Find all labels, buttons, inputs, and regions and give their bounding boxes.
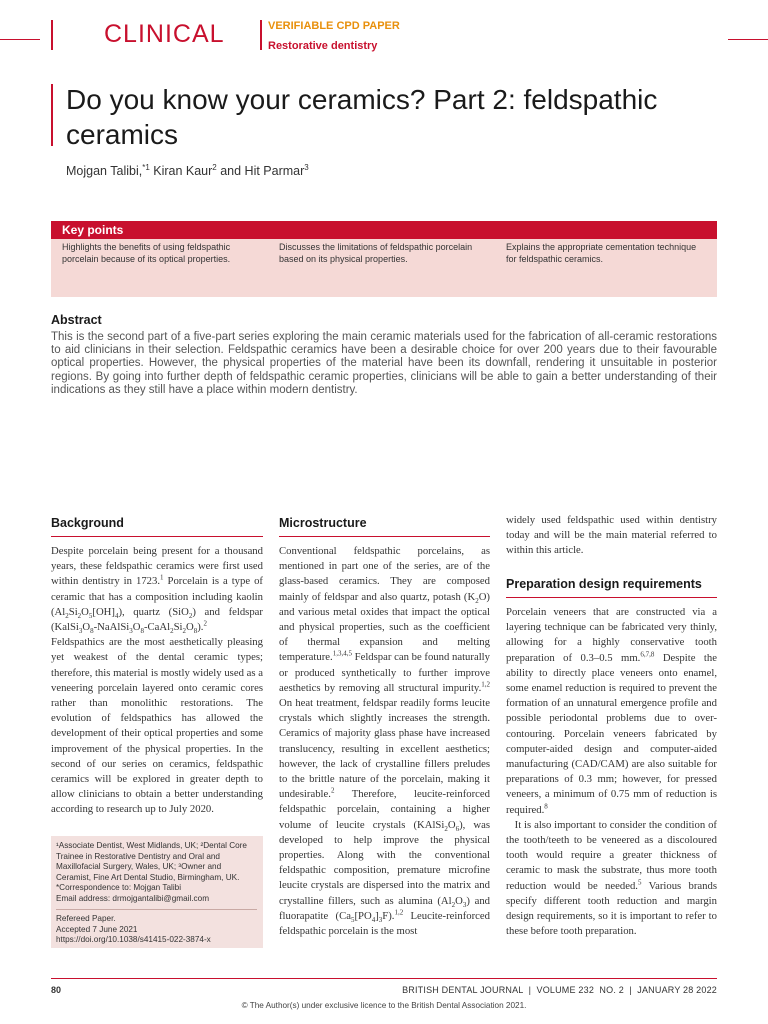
background-heading: Background (51, 516, 124, 530)
microstructure-text: Conventional feldspathic porcelains, as mentioned in part one of the series, are of the glass-based ceramics. They are composed mainly of feldspar and also quartz, potash $(K_2O)$ and various metal oxides that impact the optical and physical properties, such as the coefficient of thermal expansion and melting temperature.$^{1,3,4,5}$ Feldspar can be found naturally or produced synthetically to further improve aesthetics by removing all structural impurity.$^{1,2}$ On heat treatment, feldspar readily forms leucite crystals which slightly increases the strength. Ceramics of majority glass phase have increased translucency, resulting in excellent aesthetics; however, the lack of crystalline fillers preludes to the brittle nature of the porcelain, making it undesirable.$^2$ Therefore, leucite-reinforced feldspathic porcelain, containing a higher volume of leucite crystals $(KAlSi_2O_6)$, was developed to help improve the physical properties. Along with the conventional feldspathic composition, premature microfine leucite crystals are dispersed into the matrix and crystalline fillers, such as alumina $(Al_2O_3)$ and fluorapatite $(Ca_5[PO_4]_3F).^{1,2}$ Leucite-reinforced feldspathic porcelain is the most (279, 545, 491, 938)
page-number: 80 (51, 985, 62, 995)
affiliations-text: ¹Associate Dentist, West Midlands, UK; ²Dental Core Trainee in Restorative Dentistry and Oral and Maxillofacial Surgery, Wales, UK; ³Owner and Ceramist, Fine Art Dental Studio, Birmingham, UK. (56, 841, 247, 882)
abstract-heading: Abstract (51, 313, 102, 327)
key-point-3: Explains the appropriate cementation technique for feldspathic ceramics. (495, 239, 717, 297)
cpd-label: VERIFIABLE CPD PAPER (268, 20, 400, 32)
preparation-heading: Preparation design requirements (506, 577, 702, 591)
key-point-1: Highlights the benefits of using feldspathic porcelain because of its optical properties. (51, 239, 268, 297)
correspondence: *Correspondence to: Mojgan Talibi (56, 883, 182, 892)
author-list (66, 163, 309, 178)
affiliations-divider (56, 909, 257, 910)
article-title: Do you know your ceramics? Part 2: feldspathic ceramics (66, 84, 658, 150)
background-text: Despite porcelain being present for a thousand years, these feldspathic ceramics were first used within dentistry in 1723.$^1$ Porcelain is a type of ceramic that has a composition including kaolin $(Al_2Si_2O_5[OH]_4)$, quartz (SiO$_2$) and feldspar $(KalSi_3O_8-NaAlSi_3O_8-CaAl_2Si_2O_8).^2$ Feldspathics are the most aesthetically pleasing yet weakest of the dental ceramic types; therefore, this material is mostly widely used as a veneering porcelain layered onto ceramic cores rather than monolithic restorations. The evolution of feldspathics has allowed the development of their optical properties and some improvement of the physical properties. In the second of our series on ceramics, feldspathic ceramics will be explored in greater depth to allow clinicians to obtain a better understanding according to research up to July 2020. (51, 545, 263, 816)
microstructure-rule (279, 536, 490, 537)
affiliations-box (51, 836, 263, 948)
subject-label: Restorative dentistry (268, 40, 378, 52)
copyright: © The Author(s) under exclusive licence to the British Dental Association 2021. (241, 1001, 527, 1010)
preparation-text: Porcelain veneers that are constructed via a layering technique can be fabricated very thinly, allowing for a highly conservative tooth preparation of 0.3–0.5 mm.$^{6,7,8}$ Despite the ability to directly place veneers onto enamel, some enamel reduction is required to prevent the formation of an unnatural emergence profile and possible periodontal problems due to over-contouring. Porcelain veneers fabricated by computer-aided design and computer-aided manufacturing (CAD/CAM) are also suitable for preparations of 0.3 mm; however, for pressed veneers, a minimum of 0.75 mm of reduction is required.$^8$ It is also important to consider the condition of the tooth/teeth to be veneered as a discoloured tooth would require a greater thickness of ceramic to mask the substrate, thus more tooth reduction would be needed.$^5$ Various brands specify different tooth reduction and margin design requirements, so it is important to refer to these before tooth preparation. (506, 606, 717, 938)
column3-continued-text: widely used feldspathic used within dentistry today and will be the main material referred to within this article. (506, 514, 717, 557)
section-label: CLINICAL (104, 20, 225, 48)
header-divider-mid (260, 20, 262, 50)
header-rule-left (0, 39, 40, 40)
refereed: Refereed Paper. (56, 914, 116, 923)
author-2: Kiran Kaur (149, 164, 213, 179)
author-3: and Hit Parmar (216, 164, 305, 179)
accepted-date: Accepted 7 June 2021 (56, 924, 138, 934)
header-rule-right (728, 39, 768, 40)
doi-link[interactable]: https://doi.org/10.1038/s41415-022-3874-x (56, 935, 211, 944)
microstructure-heading: Microstructure (279, 516, 367, 530)
author-1-marks: *1 (142, 163, 150, 172)
author-2-mark: 2 (212, 163, 217, 172)
title-bar (51, 84, 53, 146)
preparation-rule (506, 597, 717, 598)
email: Email address: drmojgantalibi@gmail.com (56, 893, 210, 903)
background-rule (51, 536, 263, 537)
key-points-header (51, 221, 717, 239)
author-3-mark: 3 (304, 163, 309, 172)
key-point-2: Discusses the limitations of feldspathic porcelain based on its physical properties. (268, 239, 495, 297)
author-1: Mojgan Talibi, (66, 164, 143, 179)
footer-rule (51, 978, 717, 979)
journal-info: BRITISH DENTAL JOURNAL | VOLUME 232 NO. 2 | JANUARY 28 2022 (402, 985, 717, 995)
abstract-text: This is the second part of a five-part series exploring the main ceramic materials used for the fabrication of all-ceramic restorations to aid clinicians in their selection. Feldspathic ceramics have been a desirable choice for over 200 years due to their favourable optical properties. However, the physical properties of the material have been its downfall, rendering it unsuitable in posterior regions. By going into further depth of feldspathic ceramic properties, clinicians will be able to gain a better understanding of their indications as they still have a place within modern dentistry. (51, 331, 717, 396)
key-points-title: Key points (62, 223, 124, 237)
header-divider-left (51, 20, 53, 50)
